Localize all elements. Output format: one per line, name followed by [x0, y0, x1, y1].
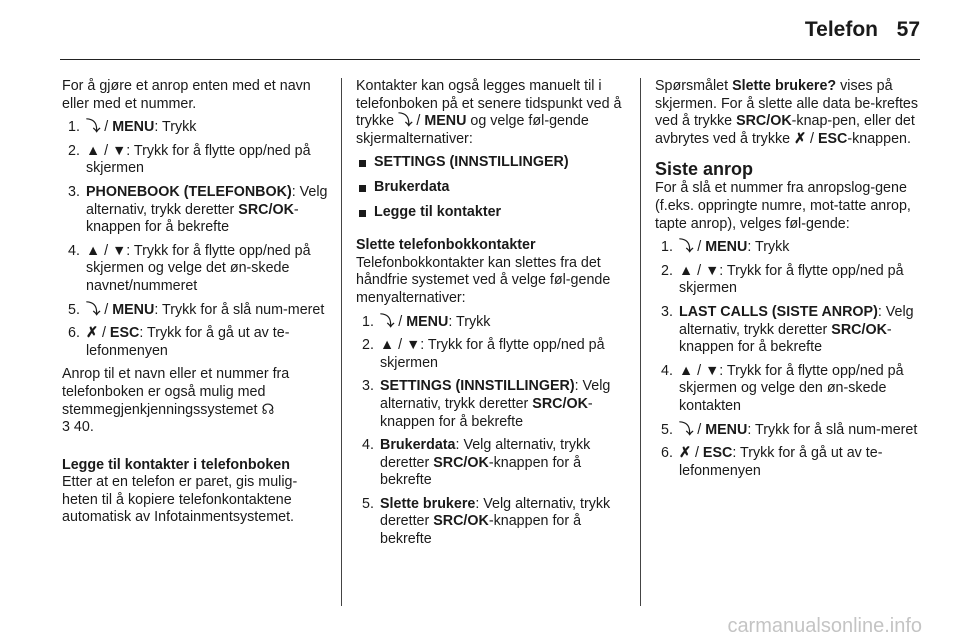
menu-option-label: LAST CALLS (SISTE ANROP)	[679, 303, 878, 320]
step-number: 1.	[362, 313, 374, 330]
step-text: : Trykk	[154, 119, 197, 136]
subheading-add-contacts: Legge til kontakter i telefonboken	[62, 456, 290, 473]
up-down-arrows-icon: ▲ / ▼	[86, 242, 127, 259]
list-item	[655, 304, 923, 357]
menu-option-label: SETTINGS (INNSTILLINGER)	[380, 378, 575, 395]
list-item	[62, 184, 330, 237]
separator: /	[690, 445, 703, 462]
column-divider	[341, 78, 342, 606]
confirm-delete-paragraph	[655, 78, 923, 148]
src-ok-key-label: SRC/OK	[532, 395, 588, 412]
hang-up-icon: ✗	[86, 325, 98, 342]
step-number: 4.	[68, 242, 80, 259]
bullet-square-icon	[359, 185, 366, 192]
separator: /	[100, 119, 113, 136]
up-down-arrows-icon: ▲ / ▼	[679, 362, 720, 379]
phone-icon: ⤵	[86, 301, 101, 318]
separator: /	[806, 130, 818, 147]
step-text: : Velg alternativ, trykk deretter	[380, 378, 611, 412]
phone-icon: ⤵	[679, 421, 694, 438]
column-3	[655, 78, 923, 486]
list-item	[62, 143, 330, 178]
separator: /	[100, 301, 113, 318]
up-down-arrows-icon: ▲ / ▼	[679, 262, 720, 279]
menu-key-label: MENU	[112, 119, 155, 136]
list-item	[62, 243, 330, 296]
list-item	[356, 154, 624, 172]
prompt-label: Slette brukere?	[732, 78, 837, 94]
add-contacts-paragraph: Etter at en telefon er paret, gis mulig-heten til å kopiere telefonkontaktene automatisk av Infotainmentsystemet.	[62, 474, 298, 526]
header-rule	[60, 59, 920, 60]
step-number: 2.	[68, 142, 80, 159]
step-number: 3.	[661, 303, 673, 320]
step-text: : Trykk for å flytte opp/ned på skjermen og velge den øn-skede kontakten	[679, 362, 904, 414]
delete-steps-list	[356, 314, 624, 549]
subheading-delete-contacts: Slette telefonbokkontakter	[356, 237, 536, 254]
src-ok-key-label: SRC/OK	[433, 454, 489, 471]
step-number: 2.	[661, 262, 673, 279]
list-item	[356, 179, 624, 197]
step-text: : Velg alternativ, trykk deretter	[679, 303, 914, 338]
step-text: : Trykk for å slå num-meret	[154, 301, 325, 318]
esc-key-label: ESC	[109, 325, 140, 342]
step-number: 5.	[362, 495, 374, 512]
bullet-square-icon	[359, 210, 366, 217]
bullet-square-icon	[359, 160, 366, 167]
list-item	[356, 378, 624, 431]
step-text: -knappen for å bekrefte	[380, 395, 593, 430]
step-number: 4.	[362, 437, 374, 454]
menu-options-list	[356, 154, 624, 221]
step-number: 4.	[661, 362, 673, 379]
column-divider	[640, 78, 641, 606]
step-number: 6.	[661, 445, 673, 462]
voice-paragraph	[62, 366, 330, 436]
step-number: 5.	[68, 301, 80, 318]
step-text: : Velg alternativ, trykk deretter	[86, 183, 328, 218]
step-text: : Trykk for å slå num-meret	[747, 421, 918, 438]
step-text: : Trykk for å gå ut av te-lefonmenyen	[86, 325, 290, 359]
paragraph-text: vises på skjermen. For å slette alle data be-kreftes ved å trykke	[655, 78, 919, 130]
step-text: -knappen for å bekrefte	[380, 454, 582, 489]
separator: /	[97, 325, 110, 342]
step-number: 3.	[362, 378, 374, 395]
separator: /	[412, 113, 425, 130]
dial-steps-list	[62, 119, 330, 360]
list-item	[62, 325, 330, 360]
section-heading-recent-calls: Siste anrop	[655, 159, 754, 180]
voice-text: Anrop til et navn eller et nummer fra telefonboken er også mulig med stemmegjenkjenningssystemet	[62, 366, 290, 418]
separator: /	[693, 421, 706, 438]
menu-key-label: MENU	[705, 421, 748, 438]
list-item	[356, 314, 624, 332]
step-text: : Trykk for å gå ut av te-lefonmenyen	[679, 445, 883, 479]
list-item	[62, 119, 330, 137]
page-header	[0, 0, 960, 60]
list-item	[655, 239, 923, 257]
up-down-arrows-icon: ▲ / ▼	[380, 337, 421, 354]
paragraph-text: Kontakter kan også legges manuelt til i telefonboken på et senere tidspunkt ved å trykke	[356, 78, 622, 130]
step-text: : Trykk for å flytte opp/ned på skjermen	[679, 262, 904, 297]
phone-icon: ⤵	[398, 113, 413, 130]
page-number: 57	[896, 18, 920, 41]
list-item	[655, 363, 923, 416]
paragraph-text: Spørsmålet	[655, 78, 733, 94]
step-number: 1.	[661, 239, 673, 256]
src-ok-key-label: SRC/OK	[238, 201, 294, 218]
menu-option-label: PHONEBOOK (TELEFONBOK)	[86, 183, 292, 200]
bullet-text: Brukerdata	[374, 178, 450, 195]
page-title: Telefon	[804, 18, 878, 41]
step-text: : Trykk for å flytte opp/ned på skjermen	[380, 337, 605, 371]
phone-icon: ⤵	[86, 119, 101, 136]
column-1	[62, 78, 330, 533]
menu-key-label: MENU	[406, 313, 449, 330]
phone-icon: ⤵	[679, 239, 694, 256]
separator: /	[693, 239, 706, 256]
step-text: : Trykk for å flytte opp/ned på skjermen	[86, 142, 311, 177]
step-text: -knappen for å bekrefte	[86, 201, 299, 236]
esc-key-label: ESC	[817, 130, 848, 147]
voice-recognition-icon: ☊	[261, 401, 275, 418]
menu-key-label: MENU	[705, 239, 748, 256]
intro-paragraph: For å gjøre et anrop enten med et navn eller med et nummer.	[62, 78, 311, 112]
bullet-text: Legge til kontakter	[374, 203, 502, 220]
src-ok-key-label: SRC/OK	[831, 321, 887, 338]
step-text: -knappen for å bekrefte	[679, 321, 892, 356]
paragraph-text: -knap-pen, eller det avbrytes ved å trykke	[655, 113, 915, 147]
list-item	[655, 422, 923, 440]
paragraph-text: -knappen.	[847, 130, 911, 147]
esc-key-label: ESC	[702, 445, 733, 462]
paragraph-text: og velge føl-gende skjermalternativer:	[356, 113, 589, 147]
menu-key-label: MENU	[424, 113, 467, 130]
list-item	[356, 496, 624, 549]
menu-key-label: MENU	[112, 301, 155, 318]
recent-calls-steps-list	[655, 239, 923, 480]
menu-option-label: Slette brukere	[380, 495, 476, 512]
phone-icon: ⤵	[380, 313, 395, 330]
column-2	[356, 78, 624, 555]
list-item	[356, 337, 624, 372]
step-text: : Velg alternativ, trykk deretter	[380, 495, 611, 530]
manual-add-paragraph	[356, 78, 624, 148]
list-item	[62, 302, 330, 320]
step-text: : Velg alternativ, trykk deretter	[380, 437, 591, 471]
watermark: carmanualsonline.info	[727, 615, 922, 637]
recent-calls-paragraph: For å slå et nummer fra anropslog-gene (f.eks. oppringte numre, mot-tatte anrop, tapte anrop), velges føl-gende:	[655, 180, 911, 232]
step-text: : Trykk	[448, 313, 491, 330]
step-text: : Trykk	[747, 239, 790, 256]
step-number: 2.	[362, 337, 374, 354]
list-item	[655, 445, 923, 480]
list-item	[655, 263, 923, 298]
separator: /	[394, 313, 407, 330]
step-number: 3.	[68, 183, 80, 200]
delete-contacts-paragraph: Telefonbokkontakter kan slettes fra det håndfrie systemet ved å velge føl-gende menyalternativer:	[356, 254, 611, 306]
list-item	[356, 204, 624, 222]
step-text: -knappen for å bekrefte	[380, 513, 582, 548]
step-number: 6.	[68, 325, 80, 342]
reference-page: 40.	[69, 419, 94, 436]
step-text: : Trykk for å flytte opp/ned på skjermen og velge det øn-skede navnet/nummeret	[86, 242, 311, 294]
reference-arrow-icon: 3	[62, 419, 70, 436]
step-number: 5.	[661, 421, 673, 438]
hang-up-icon: ✗	[679, 445, 691, 462]
hang-up-icon: ✗	[794, 130, 807, 147]
menu-option-label: Brukerdata	[380, 437, 456, 454]
src-ok-key-label: SRC/OK	[433, 513, 489, 530]
step-number: 1.	[68, 119, 80, 136]
src-ok-key-label: SRC/OK	[736, 113, 792, 130]
bullet-text: SETTINGS (INNSTILLINGER)	[374, 154, 569, 171]
up-down-arrows-icon: ▲ / ▼	[86, 142, 127, 159]
list-item	[356, 437, 624, 490]
